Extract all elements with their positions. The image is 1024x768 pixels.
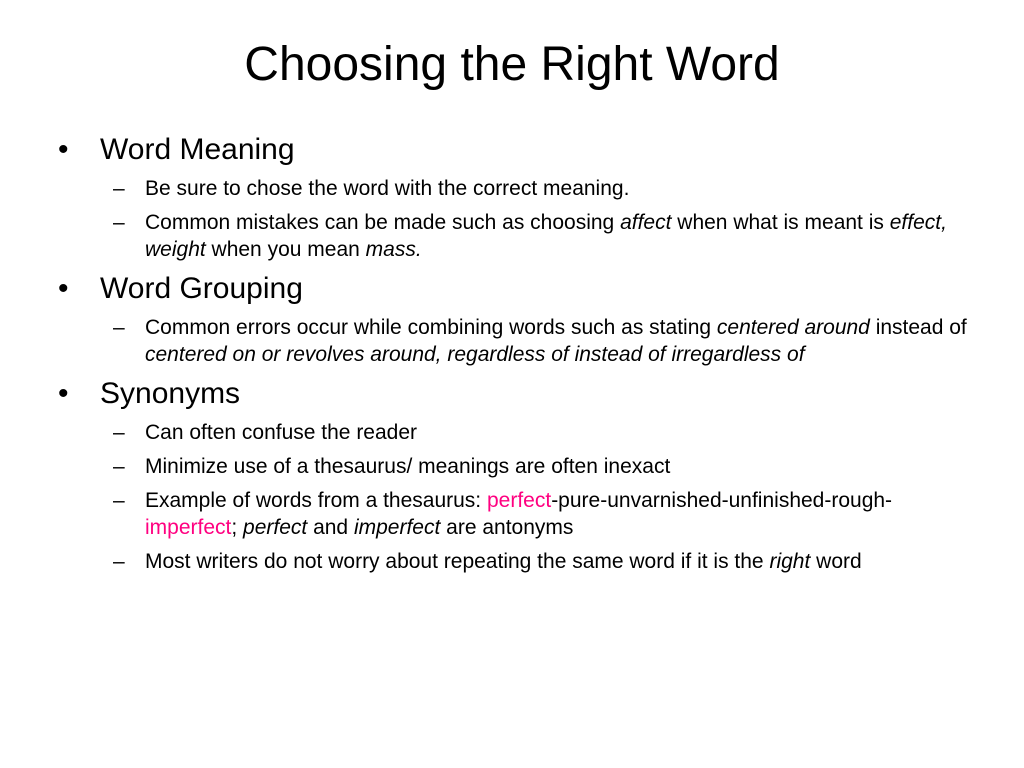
text-run: perfect [243, 516, 308, 539]
dash-marker: – [113, 316, 125, 339]
text-run: Can often confuse the reader [145, 421, 418, 444]
bullet-marker: • [58, 133, 69, 166]
sub-bullet-item [58, 314, 978, 368]
dash-marker: – [113, 177, 125, 200]
bullet-item [58, 376, 978, 412]
sub-bullet-item [58, 175, 978, 202]
text-run: imperfect [353, 516, 441, 539]
text-run: when what is meant is [671, 211, 890, 234]
dash-marker: – [113, 211, 125, 234]
dash-marker: – [113, 455, 125, 478]
sub-bullet-item [58, 548, 978, 575]
bullet-heading: Synonyms [100, 377, 241, 410]
text-run: Common errors occur while combining words such as stating [145, 316, 717, 339]
text-run: imperfect [145, 516, 232, 539]
text-run: mass. [365, 238, 422, 261]
text-run: Example of words from a thesaurus: [145, 489, 487, 512]
text-run: Common mistakes can be made such as choosing [145, 211, 621, 234]
bullet-marker: • [58, 272, 69, 305]
bullet-heading: Word Meaning [100, 133, 295, 166]
sub-bullet-item [58, 487, 978, 541]
dash-marker: – [113, 421, 125, 444]
text-run: effect, weight [145, 211, 947, 261]
bullet-item [58, 132, 978, 168]
text-run: affect [620, 211, 672, 234]
text-run: are antonyms [440, 516, 574, 539]
text-run: word [810, 550, 862, 573]
bullet-marker: • [58, 377, 69, 410]
slide-body [58, 132, 978, 575]
text-run: when you mean [205, 238, 366, 261]
text-run: ; [231, 516, 244, 539]
sub-bullet-item [58, 419, 978, 446]
text-run: Minimize use of a thesaurus/ meanings are often inexact [145, 455, 671, 478]
text-run: perfect [486, 489, 552, 512]
text-run: Most writers do not worry about repeating the same word if it is the [145, 550, 770, 573]
text-run: and [307, 516, 354, 539]
sub-bullet-item [58, 209, 978, 263]
text-run: right [769, 550, 811, 573]
dash-marker: – [113, 489, 125, 512]
sub-bullet-item [58, 453, 978, 480]
text-run: centered on or revolves around, regardless of instead of irregardless of [145, 343, 805, 366]
slide-title: Choosing the Right Word [244, 38, 780, 91]
bullet-item [58, 271, 978, 307]
text-run: -pure-unvarnished-unfinished-rough- [551, 489, 893, 512]
text-run: centered around [716, 316, 870, 339]
dash-marker: – [113, 550, 125, 573]
bullet-heading: Word Grouping [100, 272, 303, 305]
text-run: Be sure to chose the word with the correct meaning. [145, 177, 630, 200]
text-run: instead of [869, 316, 967, 339]
